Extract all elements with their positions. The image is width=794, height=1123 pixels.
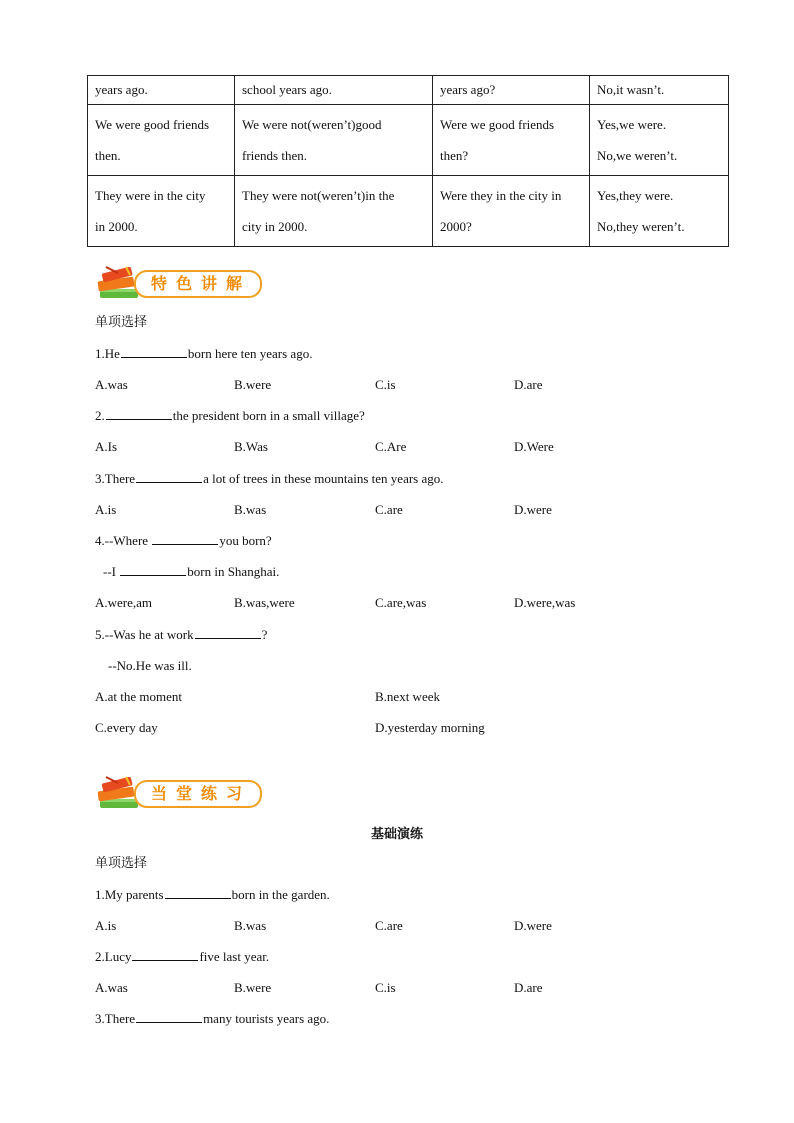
table-cell: Yes,they were. No,they weren’t. [590,176,729,247]
option-a: A.is [95,502,117,517]
table-cell: years ago. [88,76,235,105]
option-a: A.is [95,918,117,933]
option-a: A.were,am [95,595,153,610]
table-cell: Were they in the city in 2000? [433,176,590,247]
table-cell: They were not(weren’t)in the city in 2000. [235,176,433,247]
option-d: D.were,was [514,595,576,610]
option-b: B.was [234,918,267,933]
option-a: A.Is [95,439,118,454]
option-c: C.are [375,502,403,517]
table-cell: school years ago. [235,76,433,105]
option-c: C.are,was [375,595,427,610]
option-a: A.at the moment [95,689,183,704]
option-b: B.were [234,980,272,995]
grammar-table [87,75,729,247]
answer-blank[interactable] [152,532,218,545]
question-1: 1.He born here ten years ago. [95,346,313,361]
question-2: 2.Lucy five last year. [95,949,270,964]
section-title: 基础演练 [370,827,423,842]
option-a: A.was [95,980,128,995]
option-d: D.were [514,918,552,933]
question-1: 1.My parents born in the garden. [95,887,330,902]
question-4: 4.--Where you born? [95,533,272,548]
option-c: C.every day [95,720,158,735]
banner-label: 当堂练习 [134,780,262,808]
table-cell: No,it wasn’t. [590,76,729,105]
answer-blank[interactable] [136,470,202,483]
answer-blank[interactable] [106,407,172,420]
answer-blank[interactable] [120,563,186,576]
table-cell: years ago? [433,76,590,105]
option-d: D.are [514,377,543,392]
table-cell: We were good friends then. [88,105,235,176]
option-b: B.were [234,377,272,392]
section-banner-explanation [96,265,258,303]
table-row [88,105,729,176]
table-row [88,76,729,105]
question-4-reply: --I born in Shanghai. [103,564,280,579]
section-heading: 单项选择 [95,856,148,871]
option-b: B.Was [234,439,268,454]
section-banner-practice [96,775,258,813]
option-b: B.next week [375,689,440,704]
answer-blank[interactable] [165,886,231,899]
question-3: 3.There many tourists years ago. [95,1011,330,1026]
question-2: 2. the president born in a small village? [95,408,365,423]
table-row [88,176,729,247]
option-d: D.were [514,502,552,517]
table-cell: Were we good friends then? [433,105,590,176]
table-cell: Yes,we were. No,we weren’t. [590,105,729,176]
section-heading: 单项选择 [95,315,148,330]
question-5: 5.--Was he at work ? [95,627,268,642]
option-c: C.is [375,377,396,392]
answer-blank[interactable] [132,948,198,961]
option-b: B.was,were [234,595,295,610]
option-b: B.was [234,502,267,517]
answer-blank[interactable] [195,626,261,639]
option-d: D.Were [514,439,554,454]
option-c: C.are [375,918,403,933]
question-3: 3.There a lot of trees in these mountains ten years ago. [95,471,444,486]
option-d: D.yesterday morning [375,720,485,735]
table-cell: They were in the city in 2000. [88,176,235,247]
option-c: C.is [375,980,396,995]
option-d: D.are [514,980,543,995]
table-cell: We were not(weren’t)good friends then. [235,105,433,176]
option-a: A.was [95,377,128,392]
banner-label: 特色讲解 [134,270,262,298]
answer-blank[interactable] [136,1010,202,1023]
option-c: C.Are [375,439,407,454]
question-5-reply: --No.He was ill. [108,658,192,673]
answer-blank[interactable] [121,345,187,358]
